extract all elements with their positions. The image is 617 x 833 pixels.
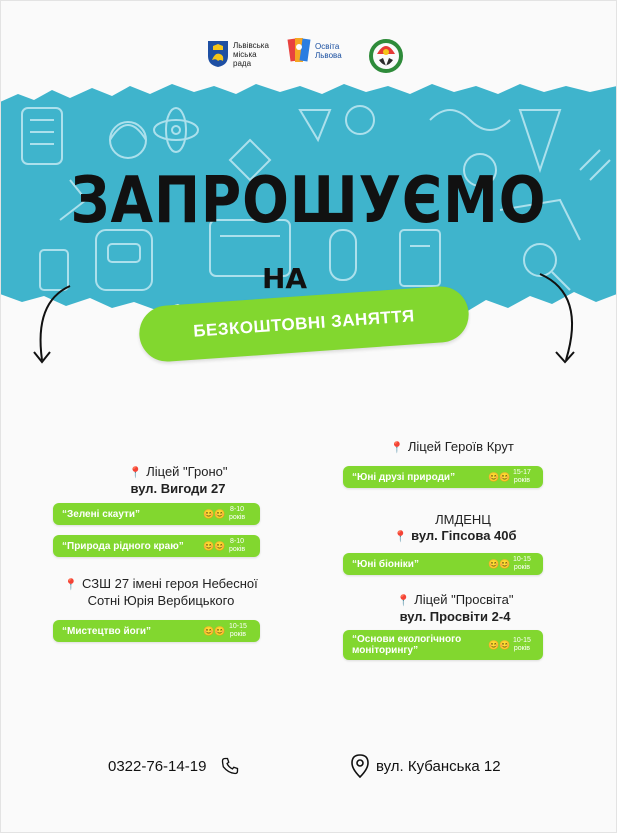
map-pin-icon: 📍	[393, 531, 408, 543]
smile-emoji-icon: 😊😊	[203, 540, 226, 551]
contact-address: вул. Кубанська 12	[376, 758, 501, 775]
program-age	[513, 637, 531, 653]
location-name: Ліцей "Просвіта"	[414, 592, 514, 607]
age-unit: років	[513, 564, 531, 571]
age-range: 8-10	[230, 506, 245, 513]
program-druzi-pryrody	[343, 466, 543, 488]
age-unit: років	[229, 631, 247, 638]
location-address: вул. Вигоди 27	[130, 481, 226, 496]
headline-na: НА	[262, 262, 308, 295]
location-name: Ліцей Героїв Крут	[407, 439, 514, 454]
location-prosvita	[360, 592, 550, 625]
program-age	[513, 469, 531, 485]
smile-emoji-icon: 😊😊	[488, 471, 511, 482]
map-pin-icon: 📍	[390, 442, 404, 454]
program-name: “Юні друзі природи”	[352, 471, 456, 483]
location-name: ЛМДЕНЦ	[435, 512, 491, 527]
location-lmdenc	[360, 512, 550, 545]
program-name	[352, 634, 461, 656]
age-range: 10-15	[513, 556, 531, 563]
program-pryroda	[53, 535, 260, 557]
location-address: вул. Просвіти 2-4	[399, 609, 511, 624]
age-unit: років	[229, 514, 246, 521]
program-name-line1: “Основи екологічного	[352, 634, 462, 645]
lviv-council-text	[233, 41, 269, 68]
age-range: 8-10	[230, 538, 245, 545]
age-range: 10-15	[513, 637, 531, 644]
osvita-book-icon	[287, 36, 311, 66]
smile-emoji-icon: 😊😊	[488, 558, 511, 569]
program-name: “Мистецтво йоги”	[62, 625, 152, 637]
program-age	[229, 538, 245, 554]
partner-logos	[0, 34, 617, 82]
program-name-line2: моніторингу”	[352, 645, 419, 656]
phone-icon	[220, 756, 240, 776]
logo-text-line: Львова	[315, 51, 342, 60]
location-address: вул. Гіпсова 40б	[411, 528, 517, 543]
program-monitoring	[343, 630, 543, 660]
logo-text-line: Львівська	[233, 40, 269, 50]
program-bioniky	[343, 553, 543, 575]
curved-arrow-right-icon	[530, 270, 590, 370]
map-pin-icon: 📍	[64, 579, 78, 591]
program-age	[229, 623, 247, 639]
program-yoga	[53, 620, 260, 642]
smile-emoji-icon: 😊😊	[488, 639, 511, 650]
location-szsh-27	[58, 576, 264, 609]
map-pin-icon: 📍	[128, 467, 143, 479]
age-unit: років	[513, 477, 531, 484]
age-unit: років	[229, 546, 246, 553]
age-range: 10-15	[229, 623, 247, 630]
logo-text-line: рада	[233, 58, 252, 68]
lviv-coat-of-arms-icon	[207, 40, 229, 68]
location-heroiv-krut	[352, 439, 552, 456]
location-name: Ліцей "Гроно"	[146, 464, 228, 479]
osvita-text	[315, 42, 342, 60]
free-classes-banner: БЕЗКОШТОВНІ ЗАНЯТТЯ	[137, 285, 470, 364]
eco-center-logo	[368, 34, 404, 82]
age-unit: років	[513, 645, 531, 652]
age-range: 15-17	[513, 469, 531, 476]
eco-center-emblem-icon	[368, 34, 404, 82]
location-name-line2: Сотні Юрія Вербицького	[87, 593, 235, 608]
program-age	[513, 556, 531, 572]
program-zeleni-skauty	[53, 503, 260, 525]
smile-emoji-icon: 😊😊	[203, 625, 226, 636]
lviv-city-council-logo	[207, 40, 269, 68]
map-pin-icon: 📍	[396, 595, 411, 607]
smile-emoji-icon: 😊😊	[203, 508, 226, 519]
curved-arrow-left-icon	[30, 282, 80, 372]
program-name: “Юні біоніки”	[352, 558, 419, 570]
logo-text-line: Освіта	[315, 42, 340, 51]
program-name: “Природа рідного краю”	[62, 540, 184, 552]
location-grono	[88, 464, 268, 497]
location-pin-icon	[350, 753, 370, 779]
location-name: СЗШ 27 імені героя Небесної	[81, 576, 258, 591]
osvita-lvova-logo	[287, 36, 342, 66]
program-age	[229, 506, 245, 522]
program-name: “Зелені скаути”	[62, 508, 141, 520]
contact-phone: 0322-76-14-19	[108, 758, 207, 775]
logo-text-line: міська	[233, 49, 257, 59]
headline: ЗАПРОШУЄМО	[70, 164, 547, 238]
